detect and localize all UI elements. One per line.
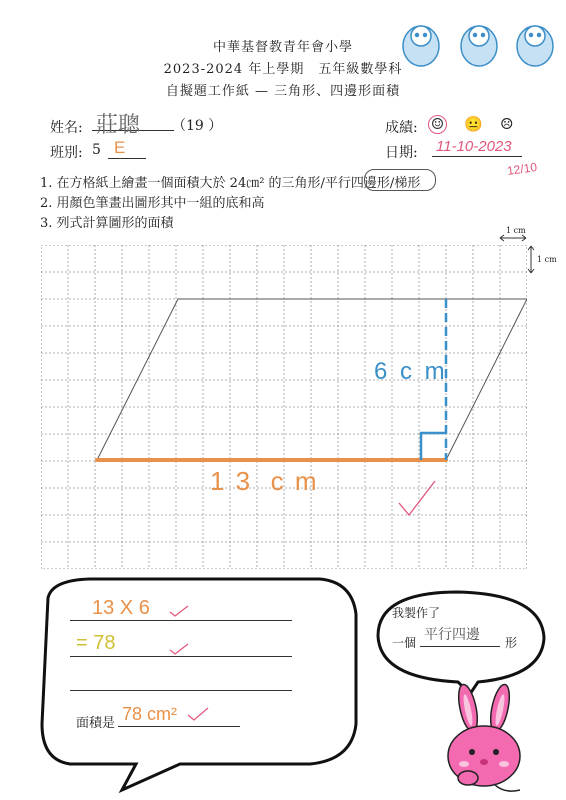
grid-paper [41, 245, 527, 569]
worksheet-title: 自擬題工作紙 — 三角形、四邊形面積 [165, 84, 401, 99]
scale-height-arrow-icon [527, 245, 535, 275]
rabbit-mascot-icon [434, 682, 538, 798]
name-label: 姓名: [50, 120, 83, 136]
date-label: 日期: [385, 145, 418, 161]
made-bubble-prefix: 一個 [392, 636, 417, 650]
class-value: 5 [92, 142, 101, 158]
height-label: 6 c m [374, 358, 448, 385]
school-name: 中華基督教青年會小學 [212, 40, 353, 55]
selected-shape-circle [364, 169, 436, 191]
term-title: 2023-2024 年上學期 五年級數學科 [163, 62, 403, 77]
class-section: E [114, 138, 126, 157]
area-label: 面積是 [76, 716, 116, 731]
base-label: 1 3 c m [210, 466, 319, 496]
name-field [92, 108, 174, 137]
parallelogram-shape [97, 299, 527, 460]
instruction-1: 1. 在方格紙上繪畫一個面積大於 24㎝² 的三角形/平行四邊形/梯形 [40, 176, 421, 191]
date-field [432, 136, 522, 157]
scale-height-label: 1 cm [537, 255, 557, 264]
calc-line-2: = 78 [76, 632, 116, 654]
sad-face-icon: ☹ [499, 115, 514, 133]
mascot-stamps-icon [395, 14, 560, 70]
made-bubble-value: 平行四邊 [424, 626, 480, 642]
calc-line-1: 13 X 6 [92, 597, 150, 619]
date-value: 11-10-2023 [436, 138, 512, 155]
class-label: 班別: [50, 145, 83, 161]
class-section-field [108, 138, 146, 159]
made-bubble-suffix: 形 [505, 636, 518, 650]
instruction-2: 2. 用顏色筆畫出圖形其中一組的底和高 [40, 196, 265, 211]
check-mark-icon [399, 481, 435, 515]
grade-faces [428, 114, 515, 134]
check-mark-icon [186, 706, 210, 722]
check-mark-icon [168, 604, 190, 618]
student-number: （19 ） [172, 118, 223, 134]
instruction-3: 3. 列式計算圖形的面積 [40, 216, 174, 231]
name-value: 莊聰 [96, 112, 141, 137]
neutral-face-icon: 😐 [464, 115, 483, 133]
grade-label: 成績: [385, 120, 418, 136]
right-angle-marker [421, 433, 446, 460]
scale-width-arrow-icon [498, 234, 528, 242]
score-mark: 12/10 [506, 159, 538, 179]
check-mark-icon [168, 642, 190, 656]
made-bubble-line1: 我製作了 [392, 606, 441, 620]
calc-line-3-rule [70, 668, 292, 691]
area-value: 78 cm² [122, 704, 178, 724]
smile-face-icon: ☺ [428, 115, 447, 134]
scale-width-label: 1 cm [506, 226, 526, 235]
